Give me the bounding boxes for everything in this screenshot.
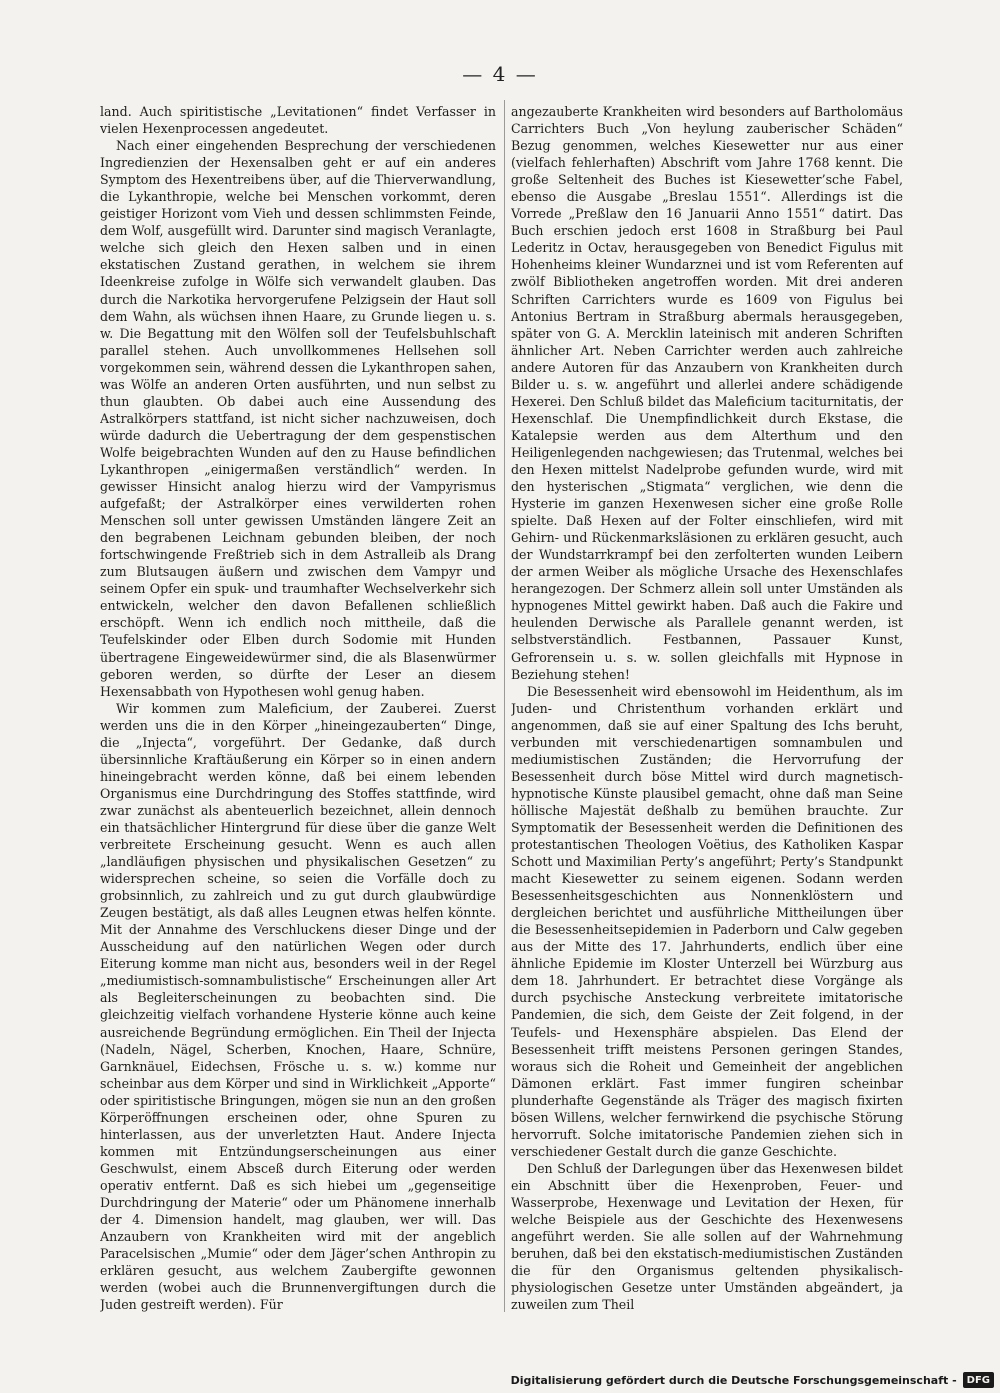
left-column — [100, 103, 496, 1313]
column-divider — [504, 100, 505, 1312]
left-paragraph-1: land. Auch spiritistische „Levitationen“ findet Verfasser in vielen Hexenprocessen angedeutet. — [100, 104, 496, 137]
funding-credit-text: Digitalisierung gefördert durch die Deutsche Forschungsgemeinschaft - — [510, 1373, 957, 1387]
page-number: — 4 — — [462, 62, 538, 86]
funding-credit — [510, 1369, 994, 1391]
left-paragraph-2: Nach einer eingehenden Besprechung der verschiedenen Ingredienzien der Hexensalben geht er auf ein anderes Symptom des Hexentreibens über, auf die Thierverwandlung, die Lykanthropie, welche bei Menschen vorkommt, deren geistiger Horizont vom Vieh und dessen schlimmsten Feinde, dem Wolf, ausgefüllt wird. Darunter sind magisch Veranlagte, welche sich gleich den Hexen salben und in einen ekstatischen Zustand gerathen, in welchem sie ihrem Ideenkreise zufolge in Wölfe sich verwandelt glauben. Das durch die Narkotika hervorgerufene Pelzigsein der Haut soll dem Wahn, als wüchsen ihnen Haare, zu Grunde liegen u. s. w. Die Begattung mit den Wölfen soll der Teufelsbuhlschaft parallel stehen. Auch unvollkommenes Hellsehen soll vorgekommen sein, während dessen die Lykanthropen sahen, was Wölfe an anderen Orten ausführten, und nun selbst zu thun glaubten. Ob dabei auch eine Aussendung des Astralkörpers stattfand, ist nicht sicher nachzuweisen, doch würde dadurch die Uebertragung der dem gespenstischen Wolfe beigebrachten Wunden auf den zu Hause befindlichen Lykanthropen „einigermaßen verständlich“ werden. In gewisser Hinsicht analog hierzu wird der Vampyrismus aufgefaßt; der Astralkörper eines verwilderten rohen Menschen soll unter gewissen Umständen längere Zeit an den begrabenen Leichnam gebunden bleiben, der noch fortschwingende Freßtrieb sich in dem Astralleib als Drang zum Blutsaugen äußern und zwischen dem Vampyr und seinem Opfer ein spuk- und traumhafter Wechselverkehr sich entwickeln, welcher den davon Befallenen schließlich erschöpft. Wenn ich endlich noch mittheile, daß die Teufelskinder oder Elben durch Sodomie mit Hunden übertragene Eingeweidewürmer sind, die als Blasenwürmer geboren werden, so dürfte der Leser an diesem Hexensabbath von Hypothesen wohl genug haben. — [100, 138, 496, 699]
left-paragraph-3: Wir kommen zum Maleficium, der Zauberei. Zuerst werden uns die in den Körper „hineingezauberten“ Dinge, die „Injecta“, vorgeführt. Der Gedanke, daß durch übersinnliche Kraftäußerung ein Körper so in einen andern hineingebracht werden könne, daß bei einem lebenden Organismus eine Durchdringung des Stoffes stattfinde, wird zwar zunächst als abenteuerlich bezeichnet, allein dennoch ein thatsächlicher Hintergrund für diese über die ganze Welt verbreitete Erscheinung gesucht. Wenn es auch allen „landläufigen physischen und physikalischen Gesetzen“ zu widersprechen scheine, so seien die Vorfälle doch zu grobsinnlich, zu zahlreich und zu gut durch glaubwürdige Zeugen bestätigt, als daß alles Leugnen etwas helfen könnte. Mit der Annahme des Verschluckens dieser Dinge und der Ausscheidung auf den natürlichen Wegen oder durch Eiterung komme man nicht aus, besonders weil in der Regel „mediumistisch-somnambulistische“ Erscheinungen aller Art als Begleiterscheinungen zu beobachten sind. Die gleichzeitig vielfach vorhandene Hysterie könne auch keine ausreichende Begründung ermöglichen. Ein Theil der Injecta (Nadeln, Nägel, Scherben, Knochen, Haare, Schnüre, Garnknäuel, Eidechsen, Frösche u. s. w.) komme nur scheinbar aus dem Körper und sind in Wirklichkeit „Apporte“ oder spiritistische Bringungen, mögen sie nun an den großen Körperöffnungen erscheinen oder, ohne Spuren zu hinterlassen, aus der unverletzten Haut. Andere Injecta kommen mit Entzündungserscheinungen aus einer Geschwulst, einem Absceß durch Eiterung oder werden operativ entfernt. Daß es sich hiebei um „gegenseitige Durchdringung der Materie“ oder um Phänomene innerhalb der 4. Dimension handelt, mag glauben, wer will. Das Anzaubern von Krankheiten wird mit der angeblich Paracelsischen „Mumie“ oder dem Jäger’schen Anthropin zu erklären gesucht, aus welchem Zaubergifte gewonnen werden (wobei auch die Brunnenvergiftungen durch die Juden gestreift werden). Für — [100, 700, 496, 1313]
right-paragraph-1: angezauberte Krankheiten wird besonders auf Bartholomäus Carrichters Buch „Von heylung zauberischer Schäden“ Bezug genommen, welches Kiesewetter nur aus einer (vielfach fehlerhaften) Abschrift vom Jahre 1768 kennt. Die große Seltenheit des Buches ist Kiesewetter’sche Fabel, ebenso die Ausgabe „Breslau 1551“. Allerdings ist die Vorrede „Preßlaw den 16 Januarii Anno 1551“ datirt. Das Buch erschien jedoch erst 1608 in Straßburg bei Paul Lederitz in Octav, herausgegeben von Benedict Figulus mit Hohenheims kleiner Wundarznei und ist vom Referenten auf zwölf Bibliotheken angetroffen worden. Mit drei anderen Schriften Carrichters wurde es 1609 von Figulus bei Antonius Bertram in Straßburg abermals herausgegeben, später von G. A. Mercklin lateinisch mit anderen Schriften ähnlicher Art. Neben Carrichter werden auch zahlreiche andere Autoren für das Anzaubern von Krankheiten durch Bilder u. s. w. angeführt und allerlei andere schädigende Hexerei. Den Schluß bildet das Maleficium taciturnitatis, der Hexenschlaf. Die Unempfindlichkeit durch Ekstase, die Katalepsie werden aus dem Alterthum und den Heiligenlegenden nachgewiesen; das Trutenmal, welches bei den Hexen mittelst Nadelprobe gefunden wurde, wird mit den hysterischen „Stigmata“ verglichen, wie denn die Hysterie im ganzen Hexenwesen sicher eine große Rolle spielte. Daß Hexen auf der Folter einschliefen, wird mit Gehirn- und Rückenmarksläsionen zu erklären gesucht, auch der Wundstarrkrampf bei den zerfolterten wunden Leibern der armen Weiber als mögliche Ursache des Hexenschlafes herangezogen. Der Schmerz allein soll unter Umständen als hypnogenes Mittel gewirkt haben. Daß auch die Fakire und heulenden Derwische als Parallele genannt werden, ist selbstverständlich. Festbannen, Passauer Kunst, Gefrorensein u. s. w. sollen gleichfalls mit Hypnose in Beziehung stehen! — [511, 104, 903, 682]
right-column — [511, 103, 903, 1313]
right-paragraph-3: Den Schluß der Darlegungen über das Hexenwesen bildet ein Abschnitt über die Hexenproben, Feuer- und Wasserprobe, Hexenwage und Levitation der Hexen, für welche Beispiele aus der Geschichte des Hexenwesens angeführt werden. Sie alle sollen auf der Wahrnehmung beruhen, daß bei den ekstatisch-mediumistischen Zuständen die für den Organismus geltenden physikalisch-physiologischen Gesetze unter Umständen abgeändert, ja zuweilen zum Theil — [511, 1160, 903, 1313]
right-paragraph-2: Die Besessenheit wird ebensowohl im Heidenthum, als im Juden- und Christenthum vorhanden erklärt und angenommen, daß sie auf einer Spaltung des Ichs beruht, verbunden mit verschiedenartigen somnambulen und mediumistischen Zuständen; die Hervorrufung der Besessenheit durch böse Mittel wird durch magnetisch-hypnotische Künste plausibel gemacht, ohne daß man Seine höllische Majestät deßhalb zu bemühen brauchte. Zur Symptomatik der Besessenheit werden die Definitionen des protestantischen Theologen Voëtius, des Katholiken Kaspar Schott und Maximilian Perty’s angeführt; Perty’s Standpunkt macht Kiesewetter zu seinem eigenen. Sodann werden Besessenheitsgeschichten aus Nonnenklöstern und dergleichen berichtet und ausführliche Mittheilungen über die Besessenheitsepidemien in Paderborn und Calw gegeben aus der Mitte des 17. Jahrhunderts, endlich über eine ähnliche Epidemie im Kloster Unterzell bei Würzburg aus dem 18. Jahrhundert. Er betrachtet diese Vorgänge als durch psychische Ansteckung verbreitete imitatorische Pandemien, die sich, dem Geiste der Zeit folgend, in der Teufels- und Hexensphäre abspielen. Das Elend der Besessenheit trifft meistens Personen geringen Standes, woraus sich die Roheit und Gemeinheit der angeblichen Dämonen erklärt. Fast immer fungiren scheinbar plunderhafte Gegenstände als Träger des magisch fixirten bösen Willens, welcher fernwirkend die psychische Störung hervorruft. Solche imitatorische Pandemien ziehen sich in verschiedener Gestalt durch die ganze Geschichte. — [511, 683, 903, 1159]
dfg-logo-icon: DFG — [963, 1372, 994, 1388]
